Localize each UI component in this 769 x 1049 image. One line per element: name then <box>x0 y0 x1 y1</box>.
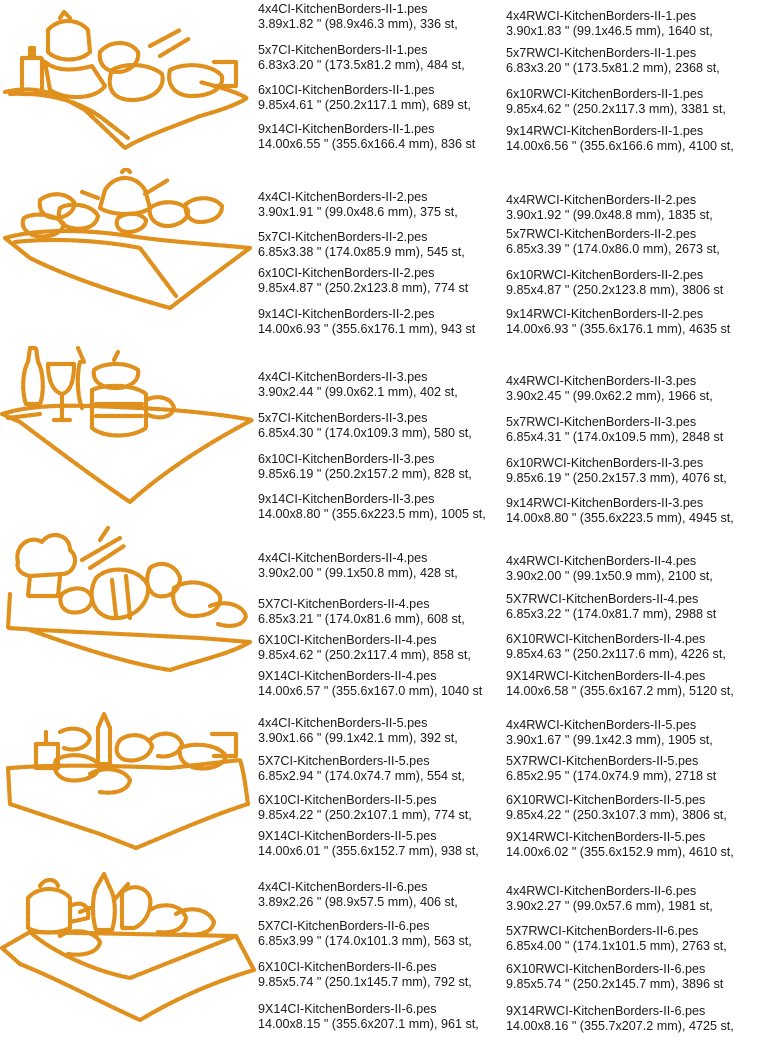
file-name: 9x14CI-KitchenBorders-II-2.pes <box>258 307 435 321</box>
file-name: 4x4RWCI-KitchenBorders-II-3.pes <box>506 374 697 388</box>
file-entry[interactable] <box>506 830 768 860</box>
embroidery-breakfast-table-icon[interactable] <box>0 704 262 876</box>
file-spec: 3.90x1.91 " (99.0x48.6 mm), 375 st, <box>258 205 458 219</box>
file-name: 9X14RWCI-KitchenBorders-II-4.pes <box>506 669 706 683</box>
file-entry[interactable] <box>258 2 503 32</box>
file-spec: 6.85x3.99 " (174.0x101.3 mm), 563 st, <box>258 934 472 948</box>
file-entry[interactable] <box>506 46 768 76</box>
file-spec: 3.90x2.45 " (99.0x62.2 mm), 1966 st, <box>506 389 713 403</box>
embroidery-wine-glasses-icon[interactable] <box>0 342 262 514</box>
file-entry[interactable] <box>506 592 768 622</box>
file-name: 6X10RWCI-KitchenBorders-II-6.pes <box>506 962 706 976</box>
file-entry[interactable] <box>506 793 768 823</box>
file-entry[interactable] <box>258 829 503 859</box>
file-name: 4x4CI-KitchenBorders-II-6.pes <box>258 880 428 894</box>
file-spec: 6.85x2.95 " (174.0x74.9 mm), 2718 st <box>506 769 717 783</box>
file-spec: 6.85x3.39 " (174.0x86.0 mm), 2673 st, <box>506 242 720 256</box>
file-name: 5X7RWCI-KitchenBorders-II-6.pes <box>506 924 699 938</box>
file-name: 5X7RWCI-KitchenBorders-II-5.pes <box>506 754 699 768</box>
file-spec: 9.85x5.74 " (250.1x145.7 mm), 792 st, <box>258 975 472 989</box>
file-name: 5X7CI-KitchenBorders-II-4.pes <box>258 597 430 611</box>
file-name: 5x7CI-KitchenBorders-II-1.pes <box>258 43 428 57</box>
design-row-4 <box>0 524 769 696</box>
embroidery-tea-set-icon[interactable] <box>0 168 262 340</box>
file-entry[interactable] <box>258 669 503 699</box>
file-spec: 3.90x1.66 " (99.1x42.1 mm), 392 st, <box>258 731 458 745</box>
file-entry[interactable] <box>506 124 768 154</box>
file-spec: 3.90x2.27 " (99.0x57.6 mm), 1981 st, <box>506 899 713 913</box>
file-spec: 14.00x6.57 " (355.6x167.0 mm), 1040 st <box>258 684 483 698</box>
file-entry[interactable] <box>506 268 768 298</box>
file-entry[interactable] <box>506 415 768 445</box>
design-row-6 <box>0 870 769 1042</box>
file-name: 6X10CI-KitchenBorders-II-5.pes <box>258 793 437 807</box>
file-entry[interactable] <box>506 193 768 223</box>
file-entry[interactable] <box>506 307 768 337</box>
file-name: 5x7CI-KitchenBorders-II-3.pes <box>258 411 428 425</box>
file-spec: 14.00x6.93 " (355.6x176.1 mm), 943 st <box>258 322 476 336</box>
design-row-1 <box>0 0 769 172</box>
file-entry[interactable] <box>506 632 768 662</box>
file-spec: 6.85x3.38 " (174.0x85.9 mm), 545 st, <box>258 245 465 259</box>
file-entry[interactable] <box>506 227 768 257</box>
file-name: 6X10RWCI-KitchenBorders-II-4.pes <box>506 632 706 646</box>
file-name: 6x10CI-KitchenBorders-II-1.pes <box>258 83 435 97</box>
file-spec: 14.00x6.55 " (355.6x166.4 mm), 836 st <box>258 137 476 151</box>
file-entry[interactable] <box>506 884 768 914</box>
file-entry[interactable] <box>258 633 503 663</box>
file-name: 5X7RWCI-KitchenBorders-II-4.pes <box>506 592 699 606</box>
file-name: 4x4RWCI-KitchenBorders-II-1.pes <box>506 9 697 23</box>
file-spec: 9.85x6.19 " (250.2x157.3 mm), 4076 st, <box>506 471 727 485</box>
file-entry[interactable] <box>258 122 503 152</box>
file-name: 4x4CI-KitchenBorders-II-5.pes <box>258 716 428 730</box>
file-name: 5x7RWCI-KitchenBorders-II-2.pes <box>506 227 697 241</box>
file-entry[interactable] <box>506 374 768 404</box>
embroidery-tableware-1-icon[interactable] <box>0 0 262 172</box>
file-entry[interactable] <box>258 754 503 784</box>
file-spec: 14.00x6.58 " (355.6x167.2 mm), 5120 st, <box>506 684 734 698</box>
file-entry[interactable] <box>506 1004 768 1034</box>
file-entry[interactable] <box>506 924 768 954</box>
file-name: 4x4RWCI-KitchenBorders-II-6.pes <box>506 884 697 898</box>
file-spec: 6.83x3.20 " (173.5x81.2 mm), 2368 st, <box>506 61 720 75</box>
file-name: 4x4CI-KitchenBorders-II-4.pes <box>258 551 428 565</box>
file-spec: 3.90x1.83 " (99.1x46.5 mm), 1640 st, <box>506 24 713 38</box>
file-spec: 9.85x6.19 " (250.2x157.2 mm), 828 st, <box>258 467 472 481</box>
file-spec: 3.90x2.00 " (99.1x50.8 mm), 428 st, <box>258 566 458 580</box>
file-name: 5x7RWCI-KitchenBorders-II-3.pes <box>506 415 697 429</box>
file-name: 9X14RWCI-KitchenBorders-II-6.pes <box>506 1004 706 1018</box>
file-name: 9x14RWCI-KitchenBorders-II-3.pes <box>506 496 704 510</box>
file-spec: 3.89x1.82 " (98.9x46.3 mm), 336 st, <box>258 17 458 31</box>
file-name: 9x14RWCI-KitchenBorders-II-2.pes <box>506 307 704 321</box>
file-entry[interactable] <box>258 1002 503 1032</box>
file-entry[interactable] <box>258 230 503 260</box>
file-spec: 9.85x4.87 " (250.2x123.8 mm), 774 st <box>258 281 469 295</box>
file-name: 6x10RWCI-KitchenBorders-II-1.pes <box>506 87 704 101</box>
file-spec: 9.85x4.61 " (250.2x117.1 mm), 689 st, <box>258 98 471 112</box>
file-name: 9x14CI-KitchenBorders-II-3.pes <box>258 492 435 506</box>
file-spec: 14.00x8.15 " (355.6x207.1 mm), 961 st, <box>258 1017 479 1031</box>
file-name: 9x14CI-KitchenBorders-II-1.pes <box>258 122 435 136</box>
file-name: 4x4CI-KitchenBorders-II-1.pes <box>258 2 428 16</box>
file-name: 6X10CI-KitchenBorders-II-6.pes <box>258 960 437 974</box>
file-entry[interactable] <box>258 43 503 73</box>
file-name: 4x4RWCI-KitchenBorders-II-4.pes <box>506 554 697 568</box>
design-row-5 <box>0 704 769 876</box>
file-entry[interactable] <box>258 370 503 400</box>
file-entry[interactable] <box>258 960 503 990</box>
file-entry[interactable] <box>258 793 503 823</box>
file-spec: 6.85x3.22 " (174.0x81.7 mm), 2988 st <box>506 607 717 621</box>
file-spec: 3.90x1.67 " (99.1x42.3 mm), 1905 st, <box>506 733 713 747</box>
file-entry[interactable] <box>258 880 503 910</box>
file-name: 4x4CI-KitchenBorders-II-3.pes <box>258 370 428 384</box>
file-spec: 3.90x2.00 " (99.1x50.9 mm), 2100 st, <box>506 569 713 583</box>
file-entry[interactable] <box>258 551 503 581</box>
file-entry[interactable] <box>506 9 768 39</box>
file-name: 6X10CI-KitchenBorders-II-4.pes <box>258 633 437 647</box>
file-spec: 14.00x6.93 " (355.6x176.1 mm), 4635 st <box>506 322 731 336</box>
file-spec: 14.00x6.02 " (355.6x152.9 mm), 4610 st, <box>506 845 734 859</box>
file-entry[interactable] <box>506 496 768 526</box>
file-entry[interactable] <box>506 456 768 486</box>
file-name: 6x10CI-KitchenBorders-II-2.pes <box>258 266 435 280</box>
file-spec: 6.85x4.30 " (174.0x109.3 mm), 580 st, <box>258 426 472 440</box>
file-spec: 9.85x4.87 " (250.2x123.8 mm), 3806 st <box>506 283 724 297</box>
file-name: 9X14CI-KitchenBorders-II-6.pes <box>258 1002 437 1016</box>
file-entry[interactable] <box>506 87 768 117</box>
file-spec: 3.90x1.92 " (99.0x48.8 mm), 1835 st, <box>506 208 713 222</box>
file-spec: 6.85x3.21 " (174.0x81.6 mm), 608 st, <box>258 612 465 626</box>
file-spec: 3.90x2.44 " (99.0x62.1 mm), 402 st, <box>258 385 458 399</box>
file-name: 9X14RWCI-KitchenBorders-II-5.pes <box>506 830 706 844</box>
file-spec: 3.89x2.26 " (98.9x57.5 mm), 406 st, <box>258 895 458 909</box>
file-name: 6X10RWCI-KitchenBorders-II-5.pes <box>506 793 706 807</box>
file-entry[interactable] <box>258 411 503 441</box>
file-entry[interactable] <box>506 718 768 748</box>
file-spec: 9.85x4.62 " (250.2x117.4 mm), 858 st, <box>258 648 471 662</box>
file-entry[interactable] <box>506 669 768 699</box>
file-spec: 9.85x4.22 " (250.3x107.3 mm), 3806 st, <box>506 808 727 822</box>
file-name: 4x4RWCI-KitchenBorders-II-2.pes <box>506 193 697 207</box>
embroidery-coffee-pot-icon[interactable] <box>0 870 262 1042</box>
file-name: 5x7CI-KitchenBorders-II-2.pes <box>258 230 428 244</box>
file-name: 6x10CI-KitchenBorders-II-3.pes <box>258 452 435 466</box>
file-entry[interactable] <box>258 492 503 522</box>
design-row-2 <box>0 168 769 340</box>
file-spec: 9.85x5.74 " (250.2x145.7 mm), 3896 st <box>506 977 724 991</box>
file-entry[interactable] <box>506 962 768 992</box>
file-name: 9x14RWCI-KitchenBorders-II-1.pes <box>506 124 704 138</box>
file-entry[interactable] <box>258 307 503 337</box>
file-spec: 14.00x8.80 " (355.6x223.5 mm), 4945 st, <box>506 511 734 525</box>
file-name: 5X7CI-KitchenBorders-II-5.pes <box>258 754 430 768</box>
file-entry[interactable] <box>258 190 503 220</box>
file-entry[interactable] <box>258 716 503 746</box>
file-entry[interactable] <box>258 597 503 627</box>
file-spec: 6.85x4.31 " (174.0x109.5 mm), 2848 st <box>506 430 724 444</box>
file-spec: 6.83x3.20 " (173.5x81.2 mm), 484 st, <box>258 58 465 72</box>
file-name: 4x4RWCI-KitchenBorders-II-5.pes <box>506 718 697 732</box>
design-row-3 <box>0 342 769 525</box>
file-spec: 6.85x4.00 " (174.1x101.5 mm), 2763 st, <box>506 939 727 953</box>
file-spec: 14.00x8.80 " (355.6x223.5 mm), 1005 st, <box>258 507 486 521</box>
file-entry[interactable] <box>258 452 503 482</box>
file-spec: 14.00x6.01 " (355.6x152.7 mm), 938 st, <box>258 844 479 858</box>
file-name: 4x4CI-KitchenBorders-II-2.pes <box>258 190 428 204</box>
file-name: 5x7RWCI-KitchenBorders-II-1.pes <box>506 46 697 60</box>
file-name: 6x10RWCI-KitchenBorders-II-3.pes <box>506 456 704 470</box>
embroidery-vegetables-icon[interactable] <box>0 524 262 696</box>
file-name: 9X14CI-KitchenBorders-II-4.pes <box>258 669 437 683</box>
file-entry[interactable] <box>258 83 503 113</box>
file-name: 6x10RWCI-KitchenBorders-II-2.pes <box>506 268 704 282</box>
file-spec: 9.85x4.62 " (250.2x117.3 mm), 3381 st, <box>506 102 726 116</box>
file-entry[interactable] <box>506 554 768 584</box>
file-spec: 14.00x8.16 " (355.7x207.2 mm), 4725 st, <box>506 1019 734 1033</box>
file-spec: 14.00x6.56 " (355.6x166.6 mm), 4100 st, <box>506 139 734 153</box>
file-entry[interactable] <box>258 919 503 949</box>
file-name: 5X7CI-KitchenBorders-II-6.pes <box>258 919 430 933</box>
file-spec: 9.85x4.22 " (250.2x107.1 mm), 774 st, <box>258 808 472 822</box>
file-name: 9X14CI-KitchenBorders-II-5.pes <box>258 829 437 843</box>
file-spec: 6.85x2.94 " (174.0x74.7 mm), 554 st, <box>258 769 465 783</box>
file-entry[interactable] <box>506 754 768 784</box>
file-entry[interactable] <box>258 266 503 296</box>
file-spec: 9.85x4.63 " (250.2x117.6 mm), 4226 st, <box>506 647 726 661</box>
